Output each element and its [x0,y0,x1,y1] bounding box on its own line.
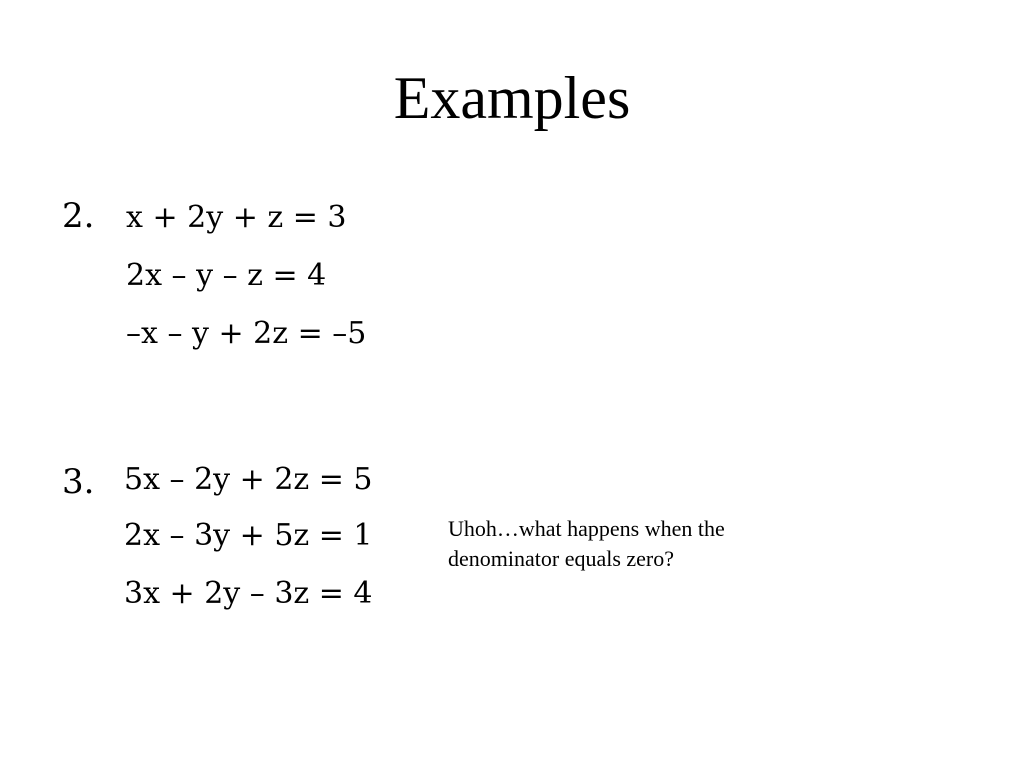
equation: 2x – 3y + 5z = 1 [124,518,373,553]
equation: 5x – 2y + 2z = 5 [124,462,373,497]
equation: 2x – y – z = 4 [126,258,327,293]
slide-title: Examples [393,65,631,131]
example-number: 2. [62,196,95,236]
note-text: Uhoh…what happens when the denominator equals zero? [448,516,725,571]
example-number: 3. [62,462,95,502]
equation: x + 2y + z = 3 [126,200,347,235]
equation: 3x + 2y – 3z = 4 [124,576,373,611]
equation: –x – y + 2z = –5 [126,316,367,351]
